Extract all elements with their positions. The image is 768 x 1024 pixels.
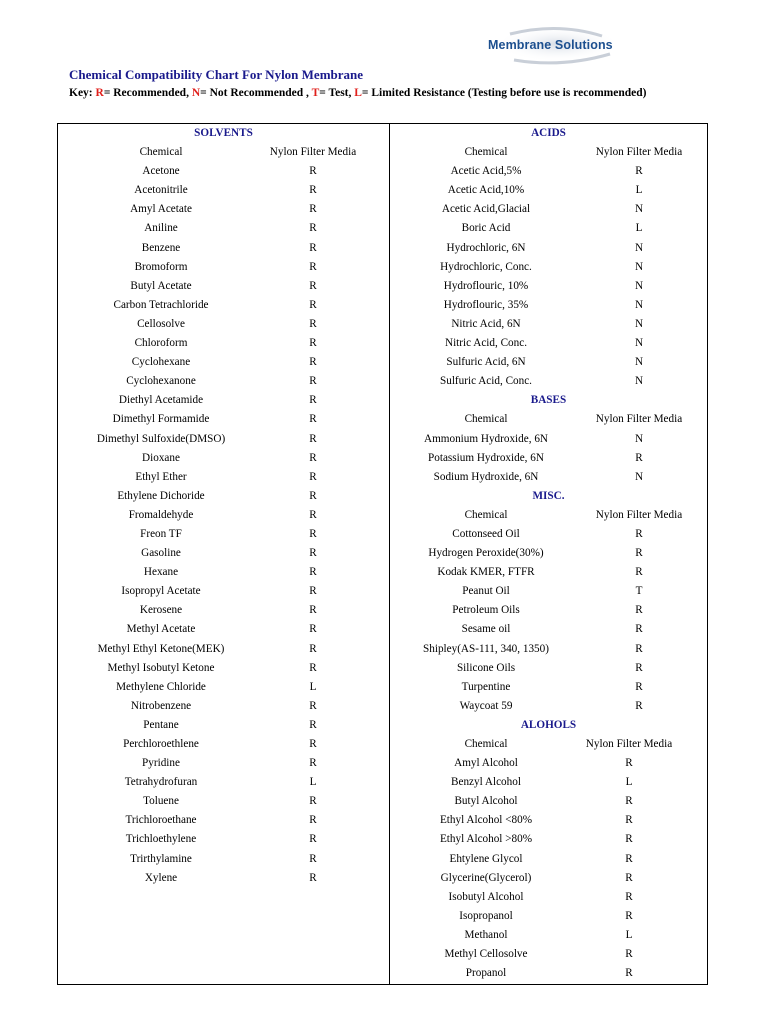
chemical-name: Hydroflouric, 10%	[443, 279, 529, 292]
chemical-name: Freon TF	[140, 527, 182, 540]
chemical-name: Sodium Hydroxide, 6N	[433, 470, 539, 483]
table-row	[390, 773, 707, 792]
chemical-name: Butyl Acetate	[130, 279, 192, 292]
compatibility-rating: R	[309, 833, 317, 846]
compatibility-rating: R	[309, 222, 317, 235]
table-row	[390, 926, 707, 945]
compatibility-rating: R	[625, 814, 633, 827]
table-row	[390, 372, 707, 391]
table-row	[58, 410, 389, 429]
table-row	[58, 544, 389, 563]
table-row	[390, 296, 707, 315]
key-l-letter: L	[354, 87, 362, 99]
chemical-name: Nitrobenzene	[130, 699, 192, 712]
compatibility-rating: R	[625, 909, 633, 922]
chemical-name: Kerosene	[139, 604, 183, 617]
compatibility-rating: N	[634, 298, 644, 311]
compatibility-rating: R	[309, 566, 317, 579]
table-row	[390, 811, 707, 830]
chemical-name: Bromoform	[134, 260, 188, 273]
key-t-letter: T	[311, 87, 320, 99]
chemical-name: Boric Acid	[461, 222, 511, 235]
compatibility-rating: R	[309, 470, 317, 483]
compatibility-rating: R	[309, 165, 317, 178]
chemical-name: Tetrahydrofuran	[124, 776, 198, 789]
table-row	[390, 850, 707, 869]
table-row	[390, 315, 707, 334]
key-n-letter: N	[191, 87, 201, 99]
chemical-name: Acetone	[142, 165, 180, 178]
chemical-name: Glycerine(Glycerol)	[440, 871, 532, 884]
compatibility-rating: N	[634, 356, 644, 369]
chemical-name: Gasoline	[141, 547, 181, 560]
table-row	[58, 372, 389, 391]
chemical-name: Methyl Ethyl Ketone(MEK)	[97, 642, 225, 655]
compatibility-rating: L	[309, 680, 317, 693]
compatibility-rating: R	[309, 508, 317, 521]
table-row	[58, 678, 389, 697]
chemical-name: Waycoat 59	[459, 699, 513, 712]
table-row	[58, 697, 389, 716]
column-header-chemical: Chemical	[464, 508, 508, 521]
chemical-name: Chloroform	[134, 337, 188, 350]
column-header-media: Nylon Filter Media	[585, 738, 673, 750]
chemical-name: Cellosolve	[137, 317, 185, 330]
chemical-name: Methanol	[464, 928, 508, 941]
compatibility-rating: R	[309, 432, 317, 445]
compatibility-rating: R	[309, 241, 317, 254]
key-t-text: = Test,	[319, 87, 355, 99]
table-row	[390, 162, 707, 181]
legend-key	[69, 87, 646, 99]
compatibility-rating: R	[309, 814, 317, 827]
misc-column-header	[390, 506, 707, 525]
compatibility-rating: R	[635, 527, 643, 540]
compatibility-rating: R	[625, 948, 633, 961]
table-row	[58, 296, 389, 315]
compatibility-rating: N	[634, 260, 644, 273]
chemical-name: Diethyl Acetamide	[118, 394, 204, 407]
chemical-name: Dioxane	[142, 451, 180, 464]
table-row	[58, 277, 389, 296]
acids-bases-misc-alcohols-column	[390, 124, 707, 983]
compatibility-rating: R	[309, 527, 317, 540]
chemical-name: Ethyl Alcohol >80%	[439, 833, 533, 846]
compatibility-rating: R	[309, 738, 317, 750]
brand-name: Membrane Solutions	[488, 38, 613, 52]
table-row	[390, 754, 707, 773]
compatibility-rating: R	[635, 165, 643, 178]
table-row	[390, 181, 707, 200]
chemical-name: Nitric Acid, 6N	[451, 317, 521, 330]
compatibility-rating: R	[625, 833, 633, 846]
solvents-column-header	[58, 143, 389, 162]
compatibility-rating: R	[635, 604, 643, 617]
table-row	[390, 697, 707, 716]
compatibility-rating: R	[625, 795, 633, 808]
solvents-heading: SOLVENTS	[194, 127, 253, 139]
compatibility-rating: R	[309, 356, 317, 369]
compatibility-rating: R	[309, 852, 317, 865]
chemical-name: Sulfuric Acid, 6N	[446, 356, 526, 369]
table-row	[390, 334, 707, 353]
table-row	[390, 219, 707, 238]
table-row	[390, 525, 707, 544]
key-r-letter: R	[95, 87, 104, 99]
chemical-name: Methyl Cellosolve	[444, 948, 528, 961]
compatibility-rating: R	[309, 604, 317, 617]
compatibility-rating: R	[309, 184, 317, 197]
compatibility-rating: R	[309, 203, 317, 216]
chemical-name: Amyl Alcohol	[454, 757, 518, 770]
column-header-media: Nylon Filter Media	[269, 146, 357, 159]
chemical-name: Pyridine	[142, 757, 180, 770]
table-row	[390, 544, 707, 563]
table-row	[58, 811, 389, 830]
chemical-name: Amyl Acetate	[130, 203, 192, 216]
chemical-name: Dimethyl Formamide	[112, 413, 210, 426]
compatibility-rating: R	[635, 623, 643, 636]
acids-column-header	[390, 143, 707, 162]
chemical-name: Benzyl Alcohol	[451, 776, 521, 789]
table-row	[58, 640, 389, 659]
compatibility-rating: R	[309, 699, 317, 712]
table-row	[58, 487, 389, 506]
compatibility-rating: R	[309, 394, 317, 407]
compatibility-rating: R	[635, 451, 643, 464]
column-header-media: Nylon Filter Media	[595, 146, 683, 159]
key-n-text: = Not Recommended ,	[200, 87, 312, 99]
chemical-name: Acetic Acid,5%	[450, 165, 522, 178]
bases-heading: BASES	[530, 394, 567, 407]
compatibility-rating: R	[625, 890, 633, 903]
table-row	[58, 754, 389, 773]
compatibility-rating: R	[625, 871, 633, 884]
table-row	[390, 964, 707, 983]
chemical-name: Benzene	[141, 241, 181, 254]
chemical-name: Turpentine	[461, 680, 511, 693]
table-row	[58, 620, 389, 639]
compatibility-rating: N	[634, 470, 644, 483]
table-row	[390, 258, 707, 277]
chemical-name: Aniline	[144, 222, 178, 235]
chemical-name: Ethyl Ether	[135, 470, 187, 483]
compatibility-rating: R	[309, 260, 317, 273]
table-row	[58, 315, 389, 334]
table-row	[58, 601, 389, 620]
table-row	[58, 830, 389, 849]
compatibility-rating: N	[634, 241, 644, 254]
compatibility-rating: T	[635, 585, 643, 598]
table-row	[390, 277, 707, 296]
chemical-name: Hydrogen Peroxide(30%)	[428, 547, 544, 560]
page-title: Chemical Compatibility Chart For Nylon Membrane	[69, 67, 364, 82]
chemical-name: Ehtylene Glycol	[449, 852, 523, 865]
table-row	[390, 353, 707, 372]
compatibility-rating: R	[309, 317, 317, 330]
chemical-name: Carbon Tetrachloride	[113, 298, 209, 311]
chemical-name: Acetic Acid,Glacial	[441, 203, 531, 216]
chemical-name: Silicone Oils	[456, 661, 516, 674]
table-row	[390, 449, 707, 468]
table-row	[58, 735, 389, 754]
table-row	[58, 353, 389, 372]
table-row	[58, 430, 389, 449]
chemical-name: Isopropanol	[459, 909, 513, 922]
chemical-name: Butyl Alcohol	[454, 795, 518, 808]
table-row	[58, 659, 389, 678]
chemical-name: Hydrochloric, Conc.	[440, 260, 532, 273]
chemical-name: Cottonseed Oil	[452, 527, 520, 540]
compatibility-rating: L	[625, 928, 633, 941]
alcohols-heading: ALOHOLS	[520, 718, 577, 731]
compatibility-rating: R	[635, 566, 643, 579]
compatibility-rating: R	[309, 795, 317, 808]
compatibility-rating: R	[635, 642, 643, 655]
key-r-text: = Recommended,	[103, 87, 192, 99]
table-row	[58, 773, 389, 792]
compatibility-rating: R	[309, 585, 317, 598]
chemical-name: Perchloroethlene	[123, 738, 199, 750]
table-row	[58, 468, 389, 487]
table-row	[390, 907, 707, 926]
compatibility-rating: R	[309, 623, 317, 636]
compatibility-rating: R	[309, 337, 317, 350]
chemical-name: Sulfuric Acid, Conc.	[440, 375, 532, 388]
table-row	[390, 792, 707, 811]
column-header-chemical: Chemical	[464, 738, 508, 750]
compatibility-rating: R	[309, 451, 317, 464]
column-header-chemical: Chemical	[464, 146, 508, 159]
table-row	[58, 219, 389, 238]
table-row	[390, 640, 707, 659]
compatibility-rating: N	[634, 279, 644, 292]
chemical-name: Hydroflouric, 35%	[443, 298, 529, 311]
chemical-name: Methylene Chloride	[116, 680, 206, 693]
table-row	[58, 181, 389, 200]
chemical-name: Nitric Acid, Conc.	[444, 337, 528, 350]
compatibility-rating: R	[309, 413, 317, 426]
chemical-name: Ethyl Alcohol <80%	[439, 814, 533, 827]
compatibility-rating: R	[309, 298, 317, 311]
chemical-name: Petroleum Oils	[452, 604, 520, 617]
table-row	[58, 563, 389, 582]
compatibility-rating: R	[309, 279, 317, 292]
compatibility-rating: R	[309, 489, 317, 502]
table-row	[390, 678, 707, 697]
table-row	[390, 888, 707, 907]
compatibility-rating: R	[309, 375, 317, 388]
chemical-name: Isopropyl Acetate	[121, 585, 201, 598]
chemical-name: Cyclohexanone	[126, 375, 196, 388]
chemical-name: Hydrochloric, 6N	[446, 241, 526, 254]
table-row	[390, 239, 707, 258]
compatibility-rating: R	[625, 757, 633, 770]
table-row	[58, 792, 389, 811]
compatibility-rating: N	[634, 203, 644, 216]
table-row	[58, 391, 389, 410]
compatibility-rating: N	[634, 337, 644, 350]
chemical-name: Pentane	[143, 718, 179, 731]
table-row	[58, 850, 389, 869]
table-row	[390, 468, 707, 487]
compatibility-rating: N	[634, 375, 644, 388]
table-row	[58, 449, 389, 468]
alcohols-column-header	[390, 735, 707, 754]
solvents-column	[58, 124, 389, 888]
column-header-media: Nylon Filter Media	[595, 413, 683, 426]
chemical-name: Methyl Isobutyl Ketone	[107, 661, 215, 674]
table-row	[390, 601, 707, 620]
compatibility-rating: R	[635, 699, 643, 712]
chemical-name: Kodak KMER, FTFR	[437, 566, 535, 579]
compatibility-rating: R	[625, 852, 633, 865]
chemical-name: Trirthylamine	[130, 852, 192, 865]
chemical-name: Fromaldehyde	[128, 508, 194, 521]
acids-heading: ACIDS	[531, 127, 566, 139]
compatibility-rating: N	[634, 432, 644, 445]
table-row	[58, 258, 389, 277]
table-row	[390, 869, 707, 888]
compatibility-rating: R	[309, 718, 317, 731]
table-row	[58, 582, 389, 601]
compatibility-rating: N	[634, 317, 644, 330]
table-row	[58, 239, 389, 258]
table-row	[390, 582, 707, 601]
compatibility-rating: R	[625, 967, 633, 980]
key-l-text: = Limited Resistance (Testing before use is recommended)	[361, 87, 647, 99]
chemical-name: Isobutyl Alcohol	[448, 890, 524, 903]
chemical-name: Sesame oil	[461, 623, 511, 636]
table-row	[58, 716, 389, 735]
table-row	[58, 334, 389, 353]
brand-logo	[470, 24, 650, 68]
compatibility-rating: L	[625, 776, 633, 789]
chemical-name: Ammonium Hydroxide, 6N	[424, 432, 548, 445]
table-row	[390, 830, 707, 849]
chemical-name: Xylene	[144, 871, 178, 884]
chemical-name: Trichloethylene	[125, 833, 197, 846]
compatibility-rating: R	[635, 680, 643, 693]
table-row	[58, 162, 389, 181]
column-header-chemical: Chemical	[464, 413, 508, 426]
compatibility-rating: L	[635, 184, 643, 197]
table-row	[390, 945, 707, 964]
compatibility-rating: R	[309, 757, 317, 770]
chemical-name: Trichloroethane	[125, 814, 197, 827]
chemical-name: Potassium Hydroxide, 6N	[428, 451, 544, 464]
chemical-name: Propanol	[465, 967, 507, 980]
table-row	[58, 869, 389, 888]
table-row	[390, 430, 707, 449]
column-header-chemical: Chemical	[139, 146, 183, 159]
table-row	[390, 620, 707, 639]
chemical-name: Peanut Oil	[462, 585, 510, 598]
table-row	[390, 563, 707, 582]
chemical-name: Acetonitrile	[134, 184, 188, 197]
key-prefix: Key:	[69, 87, 96, 99]
misc-heading: MISC.	[532, 489, 565, 502]
compatibility-rating: L	[635, 222, 643, 235]
chemical-name: Ethylene Dichoride	[117, 489, 205, 502]
table-row	[390, 200, 707, 219]
column-header-media: Nylon Filter Media	[595, 508, 683, 521]
table-row	[390, 659, 707, 678]
chemical-name: Hexane	[143, 566, 179, 579]
compatibility-rating: R	[309, 547, 317, 560]
table-row	[58, 506, 389, 525]
compatibility-rating: R	[309, 661, 317, 674]
chemical-name: Cyclohexane	[131, 356, 191, 369]
chemical-name: Methyl Acetate	[126, 623, 196, 636]
chemical-name: Toluene	[143, 795, 179, 808]
bases-column-header	[390, 410, 707, 429]
compatibility-rating: R	[635, 547, 643, 560]
compatibility-rating: R	[635, 661, 643, 674]
chemical-name: Shipley(AS-111, 340, 1350)	[423, 642, 549, 655]
table-row	[58, 525, 389, 544]
compatibility-rating: R	[309, 871, 317, 884]
chemical-name: Acetic Acid,10%	[447, 184, 525, 197]
compatibility-rating: R	[309, 642, 317, 655]
compatibility-rating: L	[309, 776, 317, 789]
chemical-name: Dimethyl Sulfoxide(DMSO)	[96, 432, 226, 445]
table-row	[58, 200, 389, 219]
